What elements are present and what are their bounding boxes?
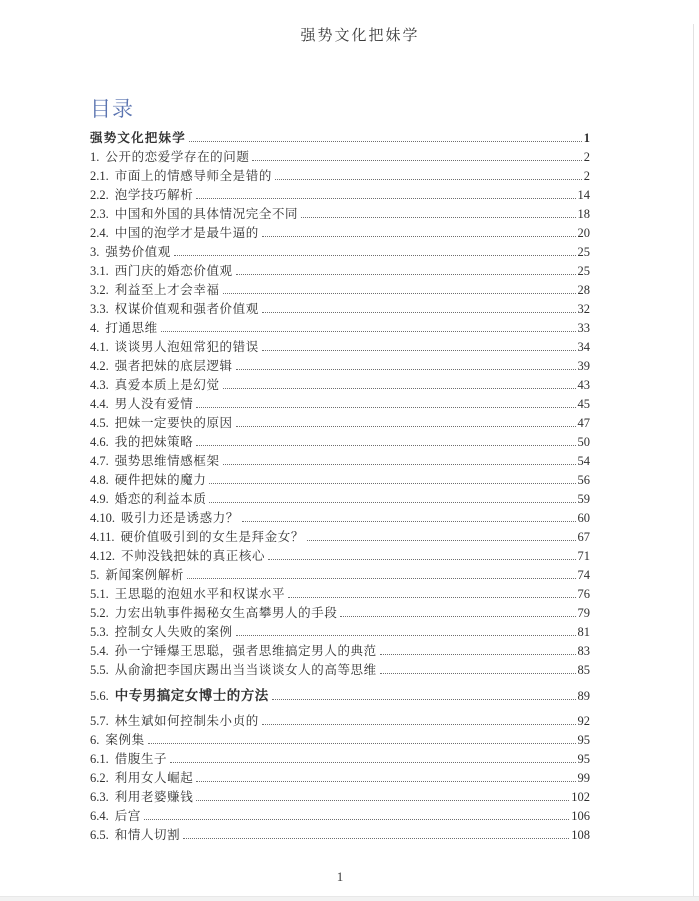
toc-entry-title: 和情人切割 [114, 828, 181, 842]
toc-entry-page: 18 [577, 207, 590, 221]
dot-leader [183, 838, 569, 839]
dot-leader [301, 217, 575, 218]
toc-entry-title: 强势文化把妹学 [90, 131, 186, 145]
toc-entry-number: 4.4. [90, 397, 109, 411]
toc-entry-title: 强者把妹的底层逻辑 [114, 359, 233, 373]
toc-entry-page: 45 [577, 397, 590, 411]
toc-entry-number: 3.1. [90, 264, 109, 278]
toc-entry-title: 孙一宁锤爆王思聪，强者思维搞定男人的典范 [114, 644, 377, 658]
toc-entry-number: 5.4. [90, 644, 109, 658]
toc-entry-title: 后宫 [114, 809, 141, 823]
toc-entry-number: 4.8. [90, 473, 109, 487]
toc-entry-number: 4.6. [90, 435, 109, 449]
dot-leader [268, 559, 575, 560]
toc-entry-title: 从俞渝把李国庆踢出当当谈谈女人的高等思维 [114, 663, 377, 677]
toc-entry-page: 95 [577, 752, 590, 766]
toc-entry-page: 92 [577, 714, 590, 728]
toc-entry-title: 打通思维 [105, 321, 158, 335]
document-header-title: 强势文化把妹学 [300, 28, 420, 44]
toc-entry-page: 2 [583, 150, 590, 164]
toc-entry-page: 25 [577, 245, 590, 259]
toc-entry-number: 4.12. [90, 549, 115, 563]
dot-leader [380, 654, 576, 655]
toc-entry-number: 2.4. [90, 226, 109, 240]
toc-entry-title: 泡学技巧解析 [114, 188, 194, 202]
toc-entry[interactable] [90, 376, 590, 395]
toc-entry-title: 强势价值观 [105, 245, 171, 259]
toc-entry-number: 5.3. [90, 625, 109, 639]
toc-entry[interactable] [90, 547, 590, 566]
dot-leader [209, 483, 575, 484]
toc-entry-number: 4.3. [90, 378, 109, 392]
toc-entry[interactable] [90, 243, 590, 262]
toc-entry[interactable] [90, 167, 590, 186]
toc-entry-page: 106 [571, 809, 590, 823]
toc-entry-page: 1 [583, 131, 590, 145]
toc-entry-title: 真爱本质上是幻觉 [114, 378, 220, 392]
toc-entry-number: 3. [90, 245, 100, 259]
toc-entry-page: 39 [577, 359, 590, 373]
toc-entry-page: 81 [577, 625, 590, 639]
toc-entry[interactable] [90, 509, 590, 528]
toc-entry-title: 林生斌如何控制朱小贞的 [114, 714, 259, 728]
toc-entry-title: 男人没有爱情 [114, 397, 194, 411]
toc-entry-number: 4.9. [90, 492, 109, 506]
dot-leader [275, 179, 582, 180]
toc-entry[interactable] [90, 319, 590, 338]
toc-entry[interactable] [90, 528, 590, 547]
toc-entry-number: 3.3. [90, 302, 109, 316]
toc-heading: 目录 [90, 97, 134, 121]
toc-entry-number: 5. [90, 568, 100, 582]
dot-leader [209, 502, 575, 503]
toc-entry-page: 2 [583, 169, 590, 183]
toc-entry[interactable] [90, 300, 590, 319]
toc-entry[interactable] [90, 731, 590, 750]
toc-entry-page: 74 [577, 568, 590, 582]
toc-entry-number: 5.7. [90, 714, 109, 728]
dot-leader [262, 724, 576, 725]
toc-entry-title: 把妹一定要快的原因 [114, 416, 233, 430]
dot-leader [223, 464, 576, 465]
toc-entry-title: 利用女人崛起 [114, 771, 194, 785]
toc-entry[interactable] [90, 224, 590, 243]
toc-entry-page: 32 [577, 302, 590, 316]
toc-entry-title: 利用老婆赚钱 [114, 790, 194, 804]
dot-leader [144, 819, 569, 820]
page-edge-line [693, 24, 694, 896]
toc-entry-number: 4.5. [90, 416, 109, 430]
toc-entry-title: 中专男搞定女博士的方法 [114, 688, 269, 703]
toc-entry[interactable] [90, 452, 590, 471]
toc-entry-title: 谈谈男人泡妞常犯的错误 [114, 340, 259, 354]
toc-entry-page: 50 [577, 435, 590, 449]
dot-leader [262, 312, 576, 313]
dot-leader [148, 743, 576, 744]
toc-entry[interactable] [90, 129, 590, 148]
toc-entry[interactable] [90, 826, 590, 845]
toc-entry-page: 79 [577, 606, 590, 620]
toc-entry-number: 6.3. [90, 790, 109, 804]
toc-entry-number: 6. [90, 733, 100, 747]
toc-entry-page: 47 [577, 416, 590, 430]
dot-leader [236, 369, 576, 370]
toc-entry[interactable] [90, 281, 590, 300]
toc-entry[interactable] [90, 205, 590, 224]
dot-leader [340, 616, 575, 617]
toc-entry-number: 5.2. [90, 606, 109, 620]
dot-leader [196, 781, 575, 782]
toc-entry-page: 95 [577, 733, 590, 747]
toc-entry-number: 3.2. [90, 283, 109, 297]
dot-leader [174, 255, 576, 256]
toc-entry-page: 89 [577, 689, 590, 703]
toc-entry-page: 67 [577, 530, 590, 544]
dot-leader [380, 673, 576, 674]
toc-entry-page: 56 [577, 473, 590, 487]
toc-entry-number: 2.1. [90, 169, 109, 183]
toc-entry[interactable] [90, 623, 590, 642]
toc-entry-page: 99 [577, 771, 590, 785]
toc-entry[interactable] [90, 807, 590, 826]
toc-entry-page: 34 [577, 340, 590, 354]
toc-entry-page: 33 [577, 321, 590, 335]
toc-list [90, 129, 590, 845]
toc-entry[interactable] [90, 788, 590, 807]
dot-leader [272, 699, 576, 700]
toc-entry-title: 不帅没钱把妹的真正核心 [121, 549, 266, 563]
toc-entry-page: 59 [577, 492, 590, 506]
toc-entry[interactable] [90, 433, 590, 452]
toc-entry-page: 20 [577, 226, 590, 240]
toc-entry[interactable] [90, 686, 590, 706]
toc-entry-number: 6.1. [90, 752, 109, 766]
toc-entry-title: 权谋价值观和强者价值观 [114, 302, 259, 316]
dot-leader [196, 800, 569, 801]
toc-entry-page: 102 [571, 790, 590, 804]
dot-leader [196, 445, 575, 446]
toc-entry-title: 吸引力还是诱惑力？ [121, 511, 239, 525]
toc-entry-page: 28 [577, 283, 590, 297]
toc-entry-title: 公开的恋爱学存在的问题 [105, 150, 250, 164]
toc-entry-title: 借腹生子 [114, 752, 168, 766]
toc-entry-page: 76 [577, 587, 590, 601]
toc-entry-number: 5.1. [90, 587, 109, 601]
toc-entry-page: 60 [577, 511, 590, 525]
dot-leader [196, 198, 575, 199]
toc-entry-page: 85 [577, 663, 590, 677]
toc-entry-number: 6.5. [90, 828, 109, 842]
toc-entry-page: 14 [577, 188, 590, 202]
toc-entry-number: 4.2. [90, 359, 109, 373]
document-page [0, 24, 699, 884]
viewer-bottom-strip [0, 896, 699, 901]
toc-entry[interactable] [90, 661, 590, 680]
toc-entry-number: 4. [90, 321, 100, 335]
toc-entry-number: 5.6. [90, 689, 109, 703]
toc-entry-number: 4.10. [90, 511, 115, 525]
toc-entry-number: 6.2. [90, 771, 109, 785]
toc-entry[interactable] [90, 395, 590, 414]
page-number-footer: 1 [336, 869, 344, 884]
toc-entry-title: 新闻案例解析 [105, 568, 184, 582]
dot-leader [262, 350, 576, 351]
dot-leader [236, 426, 576, 427]
toc-entry-number: 1. [90, 150, 100, 164]
toc-entry-title: 力宏出轨事件揭秘女生高攀男人的手段 [114, 606, 338, 620]
dot-leader [189, 141, 582, 142]
toc-entry[interactable] [90, 604, 590, 623]
toc-entry[interactable] [90, 642, 590, 661]
dot-leader [242, 521, 576, 522]
dot-leader [236, 635, 576, 636]
toc-entry-title: 中国和外国的具体情况完全不同 [114, 207, 299, 221]
toc-entry[interactable] [90, 585, 590, 604]
toc-entry-title: 婚恋的利益本质 [114, 492, 207, 506]
toc-entry-number: 2.2. [90, 188, 109, 202]
toc-entry-number: 5.5. [90, 663, 109, 677]
toc-entry-number: 2.3. [90, 207, 109, 221]
toc-entry-title: 利益至上才会幸福 [114, 283, 220, 297]
toc-entry-number: 4.7. [90, 454, 109, 468]
dot-leader [223, 293, 576, 294]
toc-entry[interactable] [90, 148, 590, 167]
toc-entry[interactable] [90, 186, 590, 205]
toc-entry[interactable] [90, 769, 590, 788]
toc-entry[interactable] [90, 414, 590, 433]
dot-leader [187, 578, 576, 579]
toc-entry[interactable] [90, 357, 590, 376]
toc-entry-title: 硬价值吸引到的女生是拜金女？ [120, 530, 304, 544]
dot-leader [196, 407, 575, 408]
toc-entry-page: 108 [571, 828, 590, 842]
toc-entry-title: 强势思维情感框架 [114, 454, 220, 468]
toc-entry[interactable] [90, 566, 590, 585]
toc-entry[interactable] [90, 750, 590, 769]
toc-entry[interactable] [90, 471, 590, 490]
toc-entry[interactable] [90, 338, 590, 357]
toc-entry-page: 43 [577, 378, 590, 392]
toc-entry-number: 4.1. [90, 340, 109, 354]
toc-entry-title: 中国的泡学才是最牛逼的 [114, 226, 259, 240]
toc-entry-title: 西门庆的婚恋价值观 [114, 264, 233, 278]
toc-entry-page: 71 [577, 549, 590, 563]
toc-entry-page: 25 [577, 264, 590, 278]
toc-entry-title: 硬件把妹的魔力 [114, 473, 207, 487]
dot-leader [223, 388, 576, 389]
toc-entry[interactable] [90, 490, 590, 509]
toc-entry[interactable] [90, 262, 590, 281]
toc-entry-page: 54 [577, 454, 590, 468]
toc-entry-title: 王思聪的泡妞水平和权谋水平 [114, 587, 286, 601]
toc-entry-number: 6.4. [90, 809, 109, 823]
dot-leader [262, 236, 576, 237]
dot-leader [252, 160, 581, 161]
toc-entry-title: 市面上的情感导师全是错的 [114, 169, 272, 183]
dot-leader [307, 540, 576, 541]
toc-entry-number: 4.11. [90, 530, 115, 544]
toc-entry-title: 我的把妹策略 [114, 435, 194, 449]
dot-leader [170, 762, 575, 763]
dot-leader [161, 331, 576, 332]
toc-entry-page: 83 [577, 644, 590, 658]
toc-entry-title: 案例集 [105, 733, 145, 747]
toc-entry[interactable] [90, 712, 590, 731]
dot-leader [288, 597, 575, 598]
dot-leader [236, 274, 576, 275]
toc-entry-title: 控制女人失败的案例 [114, 625, 233, 639]
